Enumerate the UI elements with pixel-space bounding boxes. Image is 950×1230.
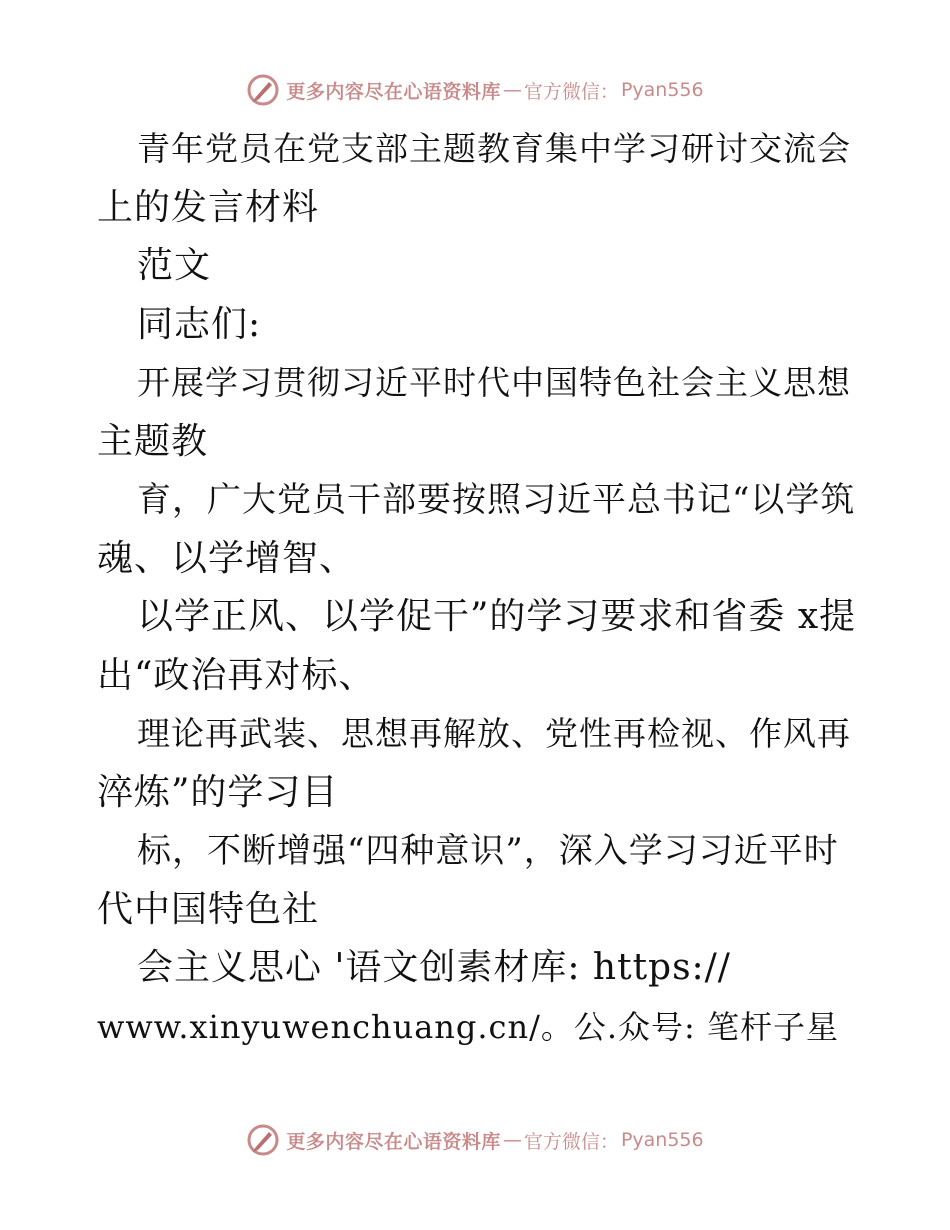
text-line: 魂、以学增智、 [97,537,357,579]
banner-wechat-id: Pyan556 [620,1129,704,1151]
document-body [97,120,857,1056]
text-line: 标，不断增强“四种意识”，深入学习习近平时 [137,831,839,871]
text-line: 出“政治再对标、 [97,654,376,696]
text-line: 范文 [137,245,212,286]
text-line: www.xinyuwenchuang.cn/。公.众号: 笔杆子星 [97,1007,839,1046]
banner-separator: — [502,1129,522,1151]
banner-main-text: 更多内容尽在心语资料库 [286,1130,501,1153]
text-line: 理论再武装、思想再解放、党性再检视、作风再 [137,714,851,753]
banner-wechat-label: 官方微信： [523,80,619,103]
text-line: 主题教 [97,420,209,462]
text-line: 上的发言材料 [97,186,320,228]
text-line: 代中国特色社 [97,888,320,930]
text-line: 青年党员在党支部主题教育集中学习研讨交流会 [137,129,851,168]
text-line: 育，广大党员干部要按照习近平总书记“以学筑 [137,480,856,520]
text-line: 会主义思心 '语文创素材库: https:// [137,947,731,988]
banner-wechat-label: 官方微信： [523,1130,619,1153]
pen-logo-icon [246,1123,280,1157]
text-line: 以学正风、以学促干”的学习要求和省委 x提 [137,596,857,637]
text-line: 开展学习贯彻习近平时代中国特色社会主义思想 [137,363,851,402]
pen-logo-icon [246,73,280,107]
banner-wechat-id: Pyan556 [620,79,704,101]
text-line: 同志们: [137,303,262,345]
header-watermark [0,70,950,110]
banner-main-text: 更多内容尽在心语资料库 [286,80,501,103]
footer-watermark [0,1120,950,1160]
banner-separator: — [502,79,522,101]
text-line: 淬炼”的学习目 [97,771,339,813]
